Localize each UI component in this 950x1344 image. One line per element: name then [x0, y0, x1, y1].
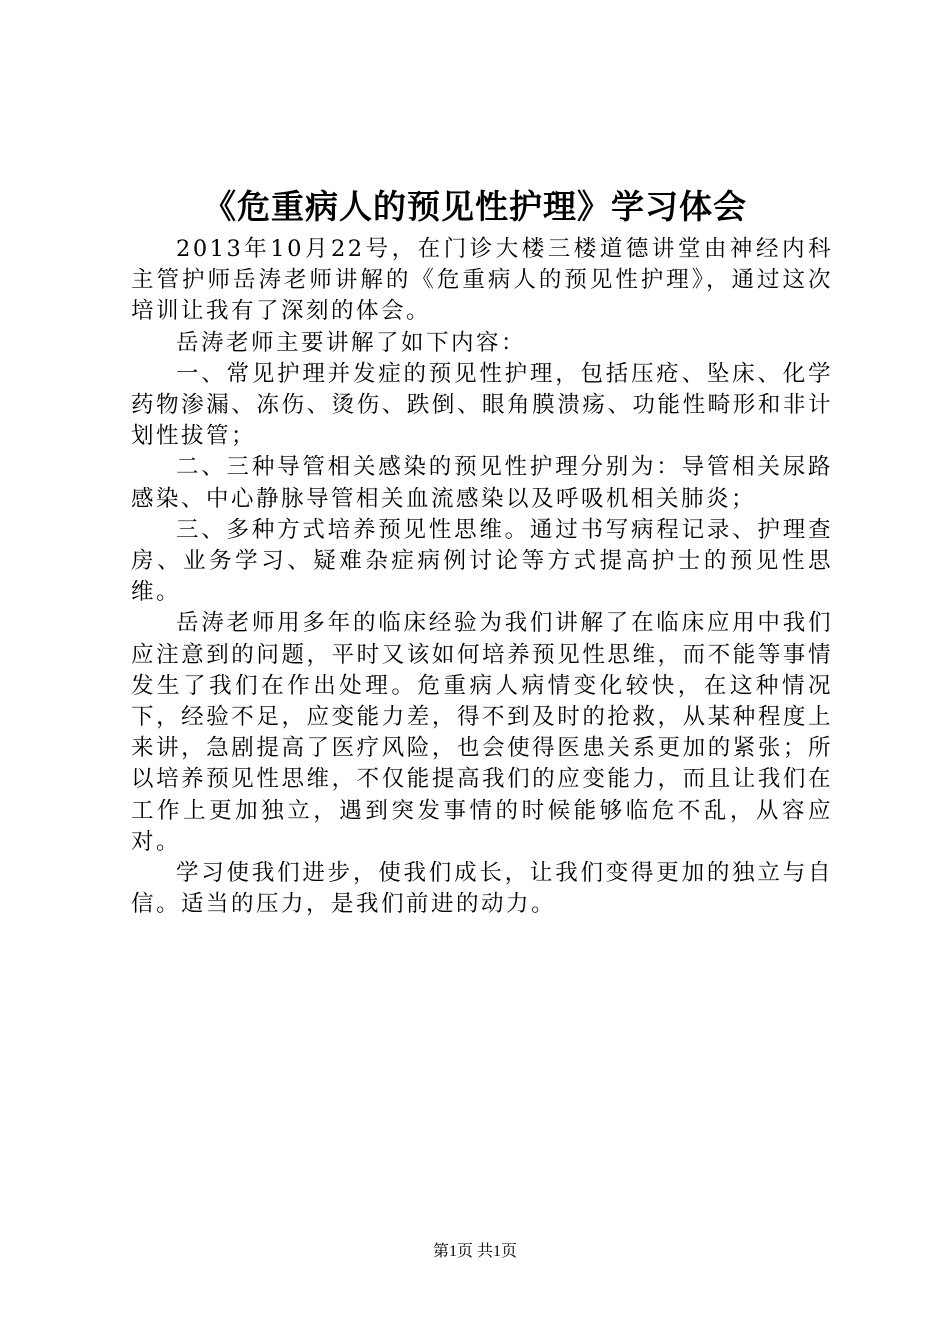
- paragraph-point-one: 一、常见护理并发症的预见性护理，包括压疮、坠床、化学药物渗漏、冻伤、烫伤、跌倒、眼角膜溃疡、功能性畸形和非计划性拔管；: [131, 360, 833, 450]
- document-body: [131, 234, 833, 920]
- paragraph-conclusion: 学习使我们进步，使我们成长，让我们变得更加的独立与自信。适当的压力，是我们前进的动力。: [131, 860, 833, 918]
- paragraph-content-lead: 岳涛老师主要讲解了如下内容：: [176, 329, 527, 356]
- document-title: 《危重病人的预见性护理》学习体会: [203, 187, 747, 226]
- paragraph-point-three: 三、多种方式培养预见性思维。通过书写病程记录、护理查房、业务学习、疑难杂症病例讨论等方式提高护士的预见性思维。: [131, 516, 833, 606]
- paragraph-point-two: 二、三种导管相关感染的预见性护理分别为：导管相关尿路感染、中心静脉导管相关血流感染以及呼吸机相关肺炎；: [131, 454, 833, 512]
- page-number-footer: 第1页 共1页: [432, 1243, 517, 1260]
- paragraph-intro: 2013年10月22号，在门诊大楼三楼道德讲堂由神经内科主管护师岳涛老师讲解的《危重病人的预见性护理》，通过这次培训让我有了深刻的体会。: [131, 236, 833, 325]
- paragraph-reflection: 岳涛老师用多年的临床经验为我们讲解了在临床应用中我们应注意到的问题，平时又该如何培养预见性思维，而不能等事情发生了我们在作出处理。危重病人病情变化较快，在这种情况下，经验不足，应变能力差，得不到及时的抢救，从某种程度上来讲，急剧提高了医疗风险，也会使得医患关系更加的紧张；所以培养预见性思维，不仅能提高我们的应变能力，而且让我们在工作上更加独立，遇到突发事情的时候能够临危不乱，从容应对。: [131, 610, 833, 855]
